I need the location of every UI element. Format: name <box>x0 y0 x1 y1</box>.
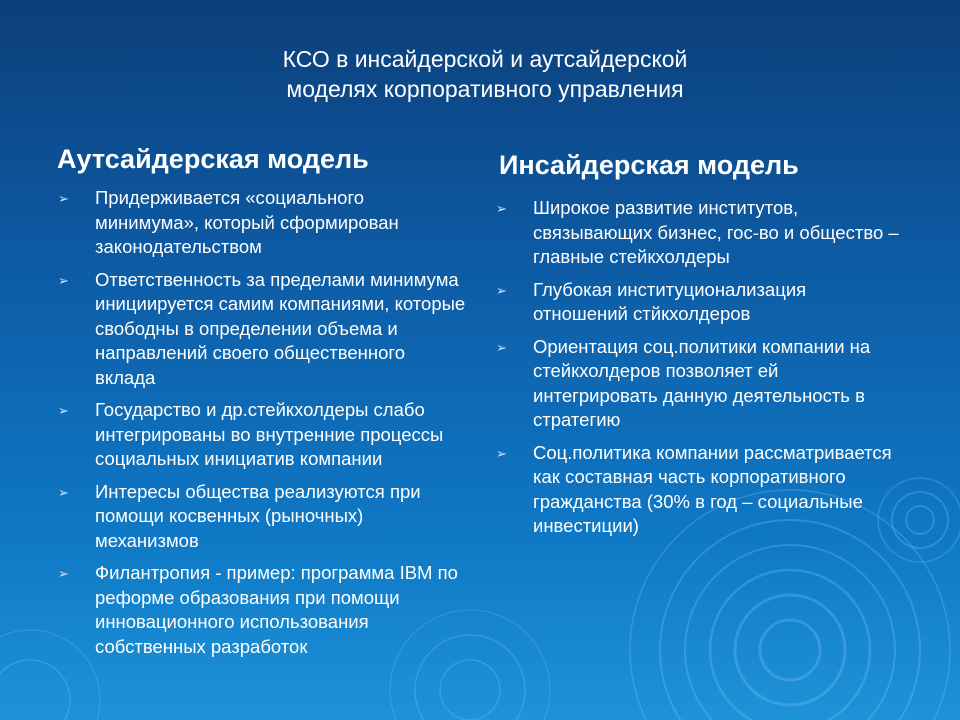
outsider-model-heading: Аутсайдерская модель <box>57 144 369 174</box>
list-item-text: Глубокая институционализация отношений стйкхолдеров <box>533 278 807 324</box>
list-item-text: Государство и др.стейкхолдеры слабо интегрированы во внутренние процессы социальных инициатив компании <box>95 399 444 469</box>
list-item <box>496 196 906 270</box>
arrow-bullet-icon: ➢ <box>58 485 69 501</box>
arrow-bullet-icon: ➢ <box>58 404 69 419</box>
slide-title <box>200 44 770 104</box>
list-item <box>58 268 468 391</box>
slide-title-line-1: КСО в инсайдерской и аутсайдерской <box>282 46 688 72</box>
list-item-text: Широкое развитие институтов, связывающих бизнес, гос-во и общество – главные стейкхолдеры <box>533 197 899 267</box>
list-item <box>58 480 468 554</box>
arrow-bullet-icon: ➢ <box>58 273 69 289</box>
arrow-bullet-icon: ➢ <box>496 202 507 217</box>
arrow-bullet-icon: ➢ <box>58 192 69 207</box>
arrow-bullet-icon: ➢ <box>58 567 69 582</box>
arrow-bullet-icon: ➢ <box>496 446 507 462</box>
list-item <box>58 186 468 260</box>
list-item-text: Интересы общества реализуются при помощи косвенных (рыночных) механизмов <box>95 480 421 551</box>
list-item-text: Филантропия - пример: программа IBM по реформе образования при помощи инновационного использования собственных разработок <box>95 562 458 657</box>
list-item-text: Ориентация соц.политики компании на стейкхолдеров позволяет ей интегрировать данную деятельность в стратегию <box>533 335 871 430</box>
outsider-model-list <box>58 186 468 667</box>
list-item-text: Соц.политика компании рассматривается как составная часть корпоративного гражданства (30% в год – социальные инвестиции) <box>533 441 892 536</box>
list-item-text: Ответственность за пределами минимума инициируется самим компаниями, которые свободны в определении объема и направлений своего общественного вклада <box>95 268 466 388</box>
arrow-bullet-icon: ➢ <box>496 283 507 299</box>
slide-title-line-2: моделях корпоративного управления <box>286 76 684 102</box>
insider-model-list <box>496 196 906 547</box>
list-item <box>496 278 906 327</box>
list-item-text: Придерживается «социального минимума», который сформирован законодательством <box>95 187 399 257</box>
list-item <box>58 561 468 659</box>
insider-model-heading: Инсайдерская модель <box>499 150 799 180</box>
list-item <box>58 398 468 472</box>
list-item <box>496 441 906 539</box>
list-item <box>496 335 906 433</box>
arrow-bullet-icon: ➢ <box>496 340 507 356</box>
